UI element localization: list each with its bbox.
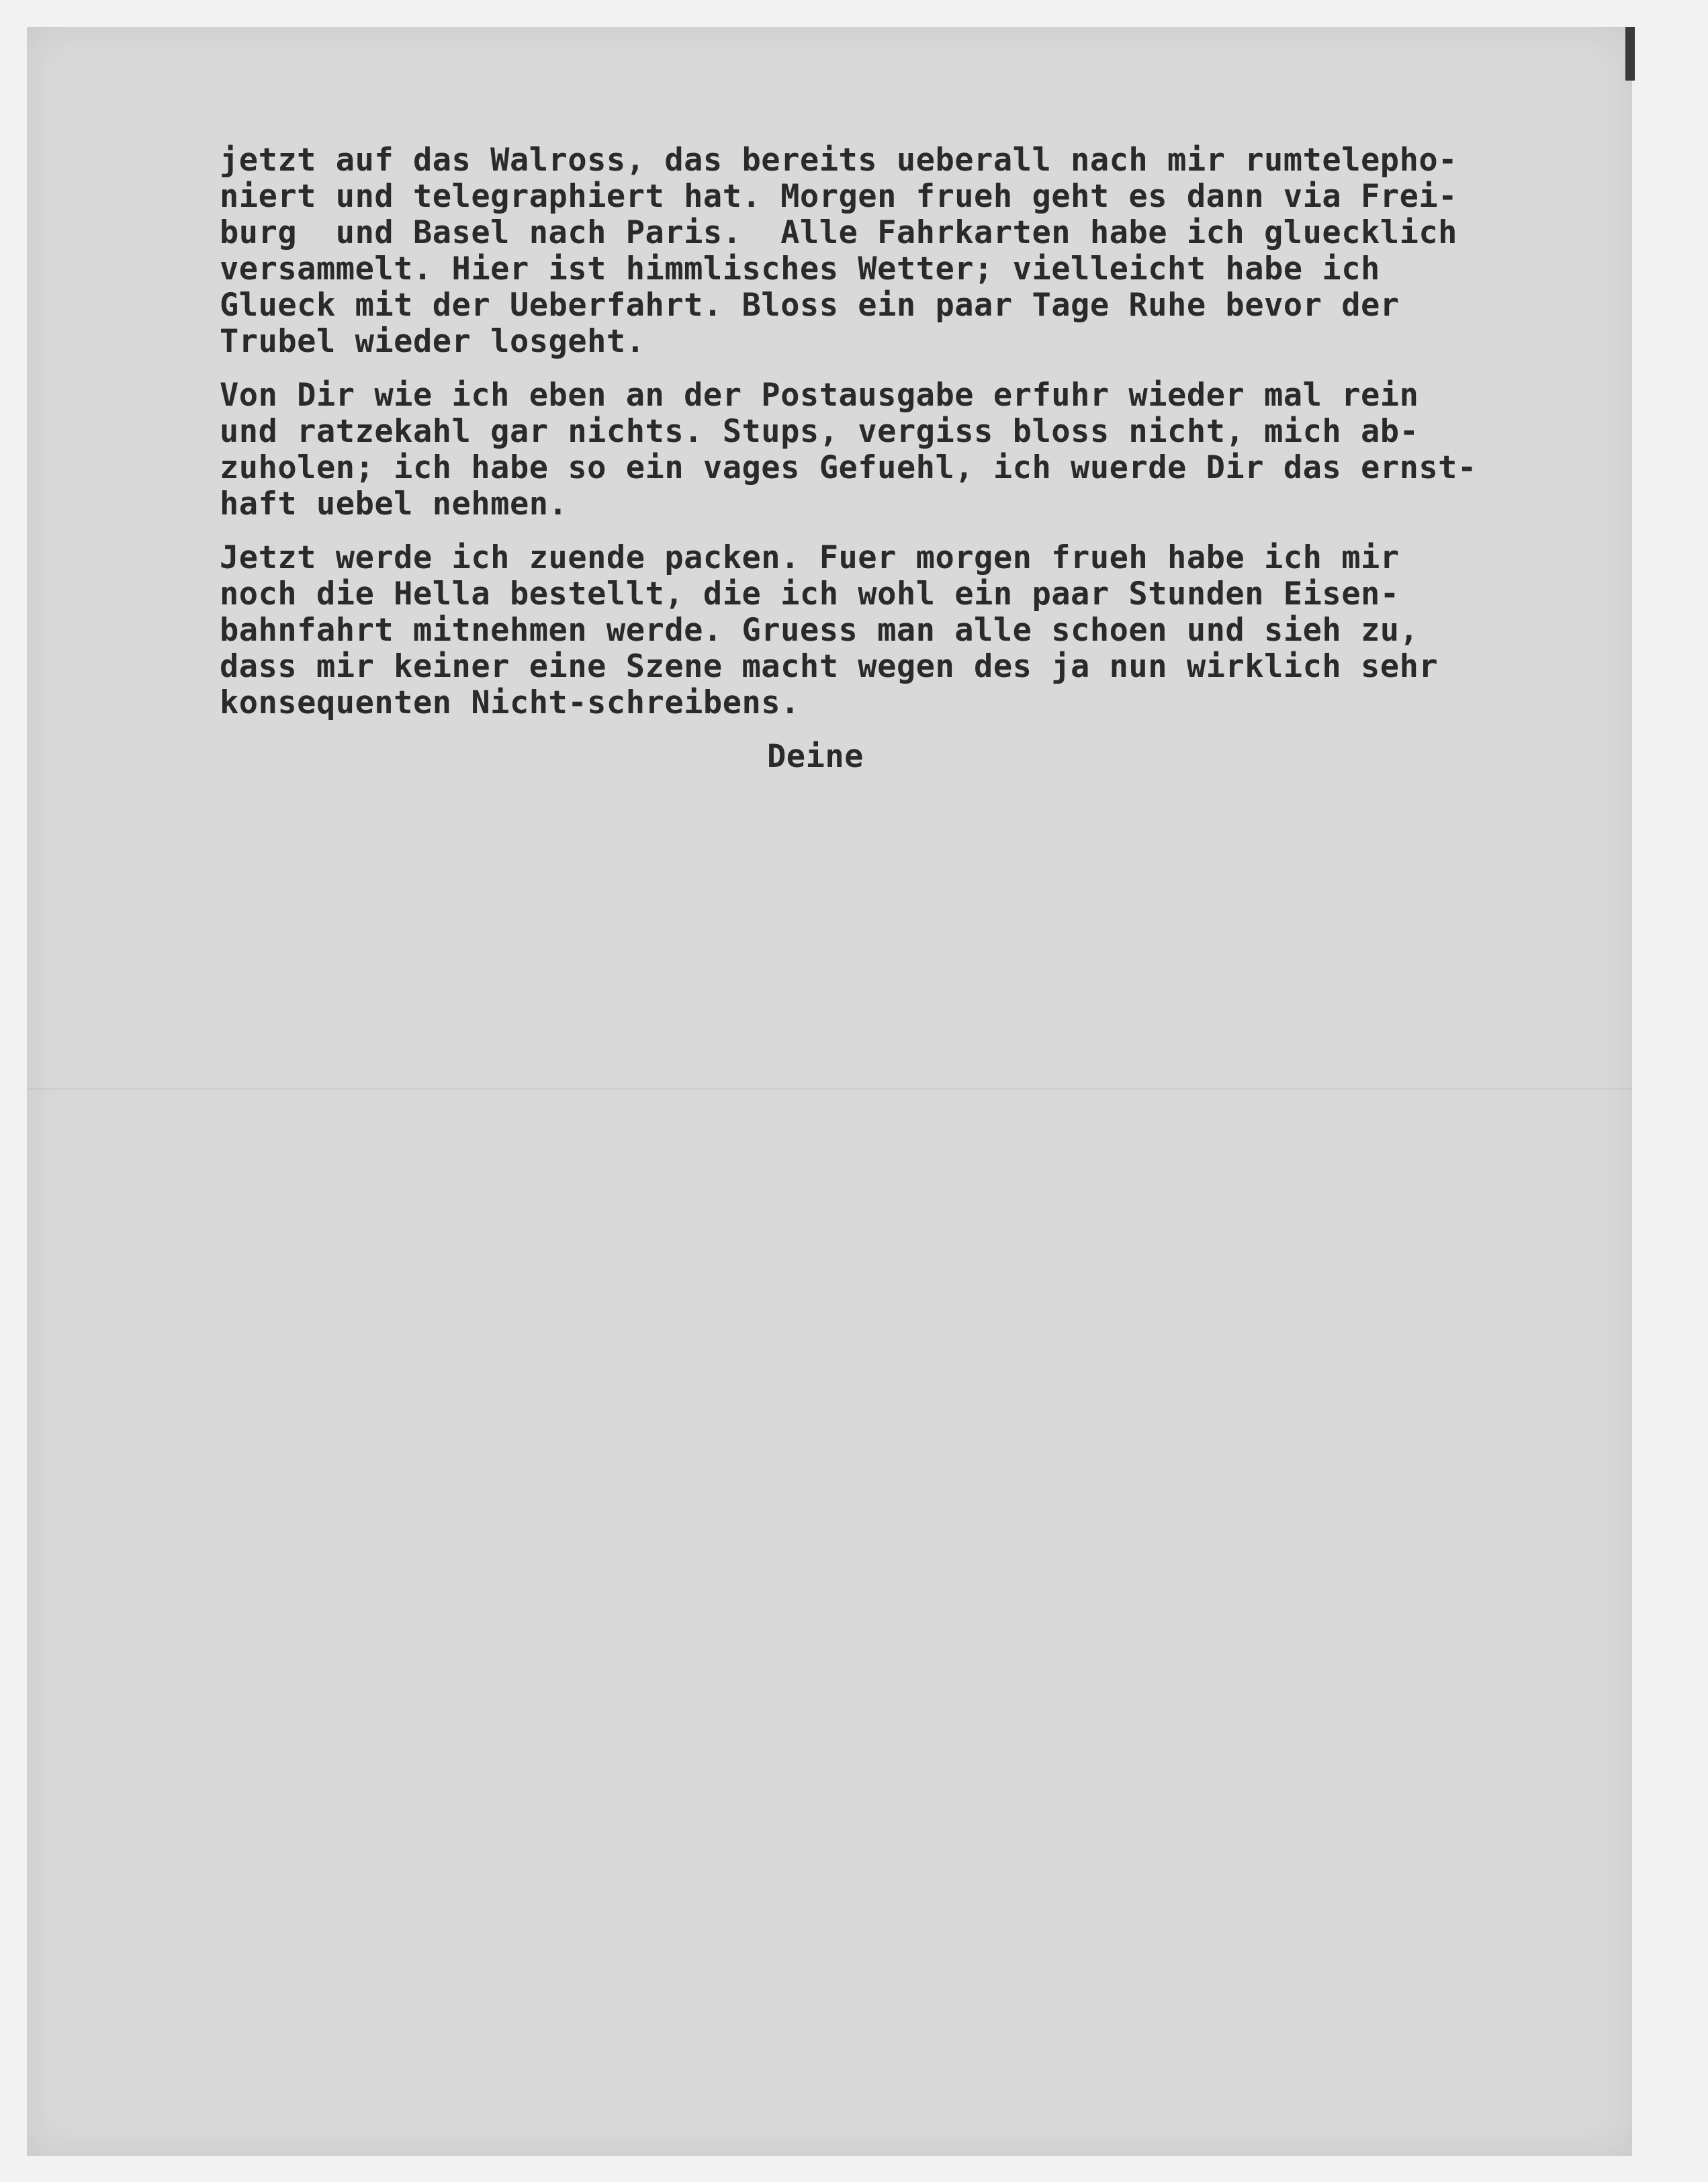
- text-line: versammelt. Hier ist himmlisches Wetter; vielleicht habe ich: [220, 251, 1380, 287]
- text-line: jetzt auf das Walross, das bereits ueberall nach mir rumtelepho-: [220, 142, 1457, 179]
- text-line: Glueck mit der Ueberfahrt. Bloss ein paar Tage Ruhe bevor der: [220, 287, 1400, 324]
- text-line: Trubel wieder losgeht.: [220, 323, 645, 360]
- paragraph-1: [220, 142, 1556, 360]
- typed-letter-body: [220, 142, 1556, 775]
- text-line: dass mir keiner eine Szene macht wegen des ja nun wirklich sehr: [220, 648, 1439, 685]
- text-line: konsequenten Nicht-schreibens.: [220, 684, 800, 721]
- text-line: und ratzekahl gar nichts. Stups, vergiss bloss nicht, mich ab-: [220, 413, 1419, 450]
- text-line: Von Dir wie ich eben an der Postausgabe erfuhr wieder mal rein: [220, 377, 1419, 414]
- text-line: zuholen; ich habe so ein vages Gefuehl, ich wuerde Dir das ernst-: [220, 449, 1477, 486]
- page-edge-mark: [1625, 27, 1635, 81]
- text-line: bahnfahrt mitnehmen werde. Gruess man alle schoen und sieh zu,: [220, 612, 1419, 649]
- paragraph-2: [220, 377, 1556, 522]
- text-line: burg und Basel nach Paris. Alle Fahrkarten habe ich gluecklich: [220, 214, 1457, 251]
- paragraph-3: [220, 540, 1556, 721]
- text-line: niert und telegraphiert hat. Morgen frueh geht es dann via Frei-: [220, 178, 1457, 215]
- text-line: Jetzt werde ich zuende packen. Fuer morgen frueh habe ich mir: [220, 539, 1400, 576]
- letter-closing: Deine: [767, 738, 864, 775]
- text-line: haft uebel nehmen.: [220, 486, 568, 522]
- text-line: noch die Hella bestellt, die ich wohl ein paar Stunden Eisen-: [220, 576, 1400, 612]
- paper-fold-line: [27, 1088, 1632, 1090]
